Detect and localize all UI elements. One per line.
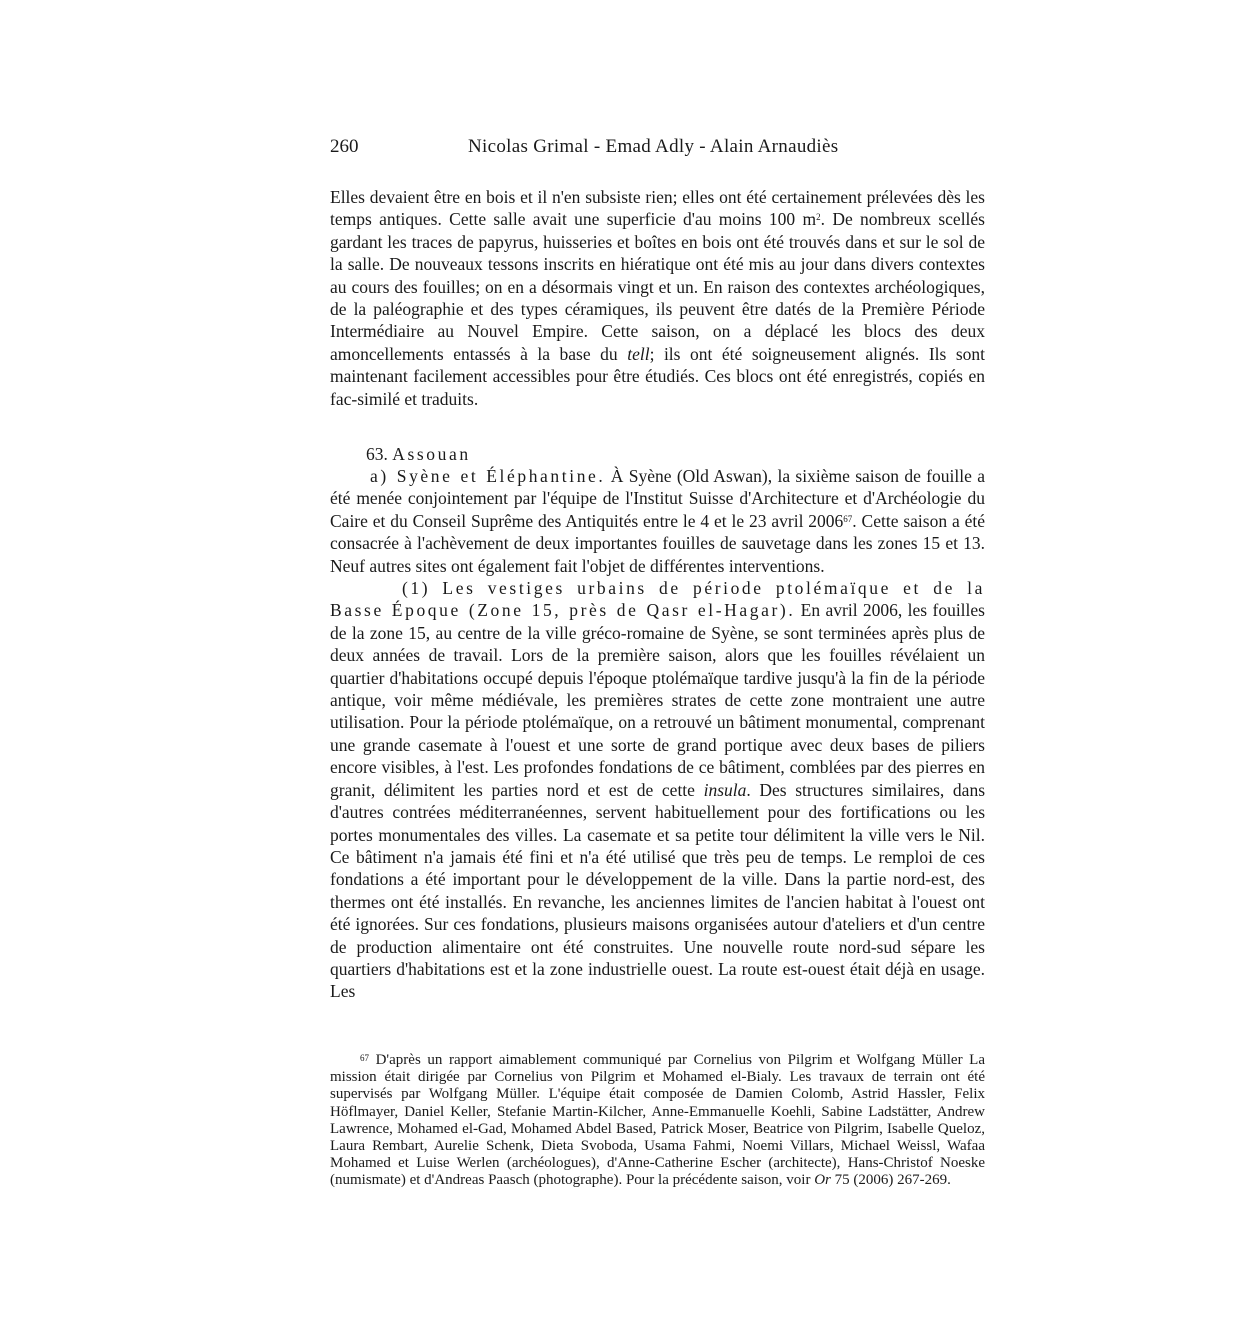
- section-body: [330, 465, 985, 1003]
- footnote-marker: 67: [360, 1053, 369, 1063]
- superscript-2: 2: [816, 212, 821, 223]
- paragraph-a-text-2: . Cette saison a été consacrée à l'achèvement de deux importantes fouilles de sauvetage dans les zones 15 et 13. Neuf autres sites ont également fait l'objet de différentes interventions.: [330, 510, 985, 576]
- intro-text-3: ; ils ont été soigneusement alignés. Ils sont maintenant facilement accessibles pour être étudiés. Ces blocs ont été enregistrés, copiés en fac-similé et traduits.: [330, 343, 986, 409]
- footnote-text-2: 75 (2006) 267-269.: [830, 1172, 951, 1189]
- italic-term-insula: insula: [703, 779, 747, 800]
- paragraph-1-text-1: En avril 2006, les fouilles de la zone 15, au centre de la ville gréco-romaine de Syène, se sont terminées après plus de deux années de travail. Lors de la première saison, alors que les fouilles révélaient un quartier d'habitations occupé depuis l'époque ptolémaïque tardive jusqu'à la fin de la période antique, voir même médiévale, les premières strates de cette zone montraient une autre utilisation. Pour la période ptolémaïque, on a retrouvé un bâtiment monumental, comprenant une grande casemate à l'ouest et une sorte de grand portique avec deux bases de piliers encore visibles, à l'est. Les profondes fondations de ce bâtiment, comblées par des pierres en granit, délimitent les parties nord et est de cette: [330, 600, 985, 800]
- footnote-ref-67: 67: [843, 513, 853, 524]
- page-header: [330, 136, 985, 162]
- section-number: 63.: [366, 444, 388, 464]
- paragraph-a-text-1: À Syène (Old Aswan), la sixième saison de fouille a été menée conjointement par l'équipe de l'Institut Suisse d'Architecture et d'Archéologie du Caire et du Conseil Suprême des Antiquités entre le 4 et le 23 avril 2006: [330, 466, 985, 531]
- intro-text-2: . De nombreux scellés gardant les traces de papyrus, huisseries et boîtes en bois ont été trouvés dans et sur le sol de la salle. De nouveaux tessons inscrits en hiératique ont été mis au jour dans divers contextes au cours des fouilles; on en a désormais vingt et un. En raison des contextes archéologiques, de la paléographie et des types céramiques, ils peuvent être datés de la Première Période Intermédiaire au Nouvel Empire. Cette saison, on a déplacé les blocs des deux amoncellements entassés à la base du: [330, 209, 985, 364]
- paragraph-1: [330, 577, 985, 1003]
- subheading-1: (1) Les vestiges urbains de période ptolémaïque et de la Basse Époque (Zone 15, près de Qasr el-Hagar).: [330, 578, 985, 621]
- running-head: Nicolas Grimal - Emad Adly - Alain Arnaudiès: [468, 136, 839, 157]
- section-title: Assouan: [392, 444, 471, 464]
- paragraph-a: [330, 465, 985, 577]
- subheading-a: a) Syène et Éléphantine.: [370, 466, 606, 486]
- italic-term-tell: tell: [627, 343, 650, 364]
- intro-text-1: Elles devaient être en bois et il n'en subsiste rien; elles ont été certainement prélevées dès les temps antiques. Cette salle avait une superficie d'au moins 100 m: [330, 187, 985, 230]
- italic-journal-or: Or: [814, 1172, 831, 1189]
- intro-paragraph: [330, 186, 985, 410]
- page-number: 260: [330, 136, 359, 157]
- footnote-67: [330, 1052, 985, 1190]
- paragraph-1-text-2: . Des structures similaires, dans d'autres contrées méditerranéennes, servent habituellement pour des fortifications ou les portes monumentales des villes. La casemate et sa petite tour délimitent la ville vers le Nil. Ce bâtiment n'a jamais été fini et n'a été utilisé que très peu de temps. Le remploi de ces fondations a été important pour le développement de la ville. Dans la partie nord-est, des thermes ont été installés. En revanche, les anciennes limites de l'ancien habitat à l'ouest ont été ignorées. Sur ces fondations, plusieurs maisons organisées autour d'ateliers et d'un centre de production alimentaire ont été construites. Une nouvelle route nord-sud sépare les quartiers d'habitations est et la zone industrielle ouest. La route est-ouest était déjà en usage. Les: [330, 779, 986, 1002]
- footnote-text-1: D'après un rapport aimablement communiqué par Cornelius von Pilgrim et Wolfgang Müller La mission était dirigée par Cornelius von Pilgrim et Mohamed el-Bialy. Les travaux de terrain ont été supervisés par Wolfgang Müller. L'équipe était composée de Damien Colomb, Astrid Hassler, Felix Höflmayer, Daniel Keller, Stefanie Martin-Kilcher, Anne-Emmanuelle Koehli, Sabine Ladstätter, Andrew Lawrence, Mohamed el-Gad, Mohamed Abdel Based, Patrick Moser, Beatrice von Pilgrim, Isabelle Queloz, Laura Rembart, Aurelie Schenk, Dieta Svoboda, Usama Fahmi, Noemi Villars, Michael Weissl, Wafaa Mohamed et Luise Werlen (archéologues), d'Anne-Catherine Escher (architecte), Hans-Christof Noeske (numismate) et d'Andreas Paasch (photographe). Pour la précédente saison, voir: [330, 1052, 985, 1189]
- section-heading: [366, 443, 471, 465]
